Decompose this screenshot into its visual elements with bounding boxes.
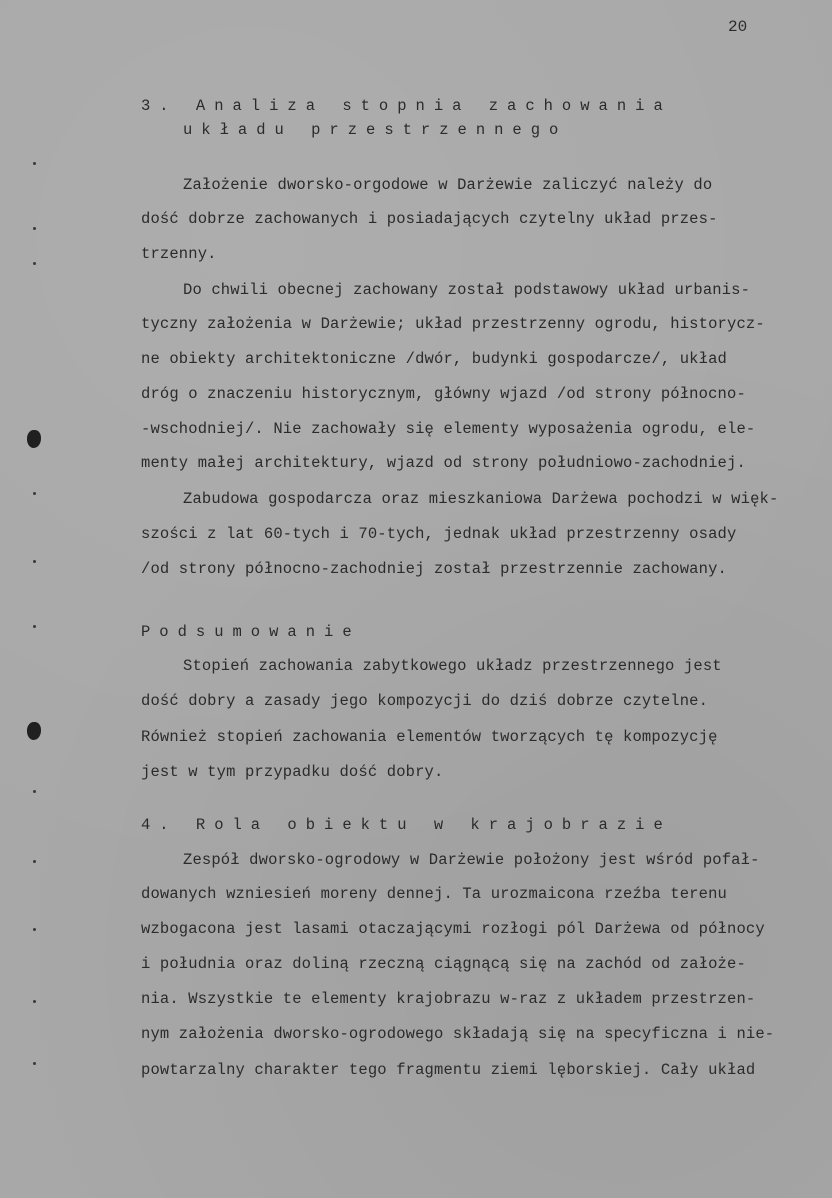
- text-line: dość dobry a zasady jego kompozycji do dziś dobrze czytelne.: [141, 692, 709, 710]
- margin-speck: [33, 560, 36, 563]
- section-heading-line: 3. Analiza stopnia zachowania: [141, 97, 672, 115]
- section-heading-line: 4. Rola obiektu w krajobrazie: [141, 816, 672, 834]
- text-line: trzenny.: [141, 245, 217, 263]
- text-line: dowanych wzniesień moreny dennej. Ta urozmaicona rzeźba terenu: [141, 885, 727, 903]
- text-line: Stopień zachowania zabytkowego układz przestrzennego jest: [183, 657, 722, 675]
- margin-speck: [33, 162, 36, 165]
- text-line: Zabudowa gospodarcza oraz mieszkaniowa Darżewa pochodzi w więk-: [183, 490, 779, 508]
- margin-speck: [33, 625, 36, 628]
- page-number: 20: [728, 18, 748, 36]
- text-line: i południa oraz doliną rzeczną ciągnącą się na zachód od założe-: [141, 955, 746, 973]
- margin-speck: [33, 492, 36, 495]
- text-line: /od strony północno-zachodniej został przestrzennie zachowany.: [141, 560, 727, 578]
- margin-speck: [33, 790, 36, 793]
- text-line: szości z lat 60-tych i 70-tych, jednak układ przestrzenny osady: [141, 525, 737, 543]
- text-line: nia. Wszystkie te elementy krajobrazu w-raz z układem przestrzen-: [141, 990, 756, 1008]
- text-line: wzbogacona jest lasami otaczającymi rozłogi pól Darżewa od północy: [141, 920, 765, 938]
- margin-speck: [33, 1062, 36, 1065]
- text-line: dość dobrze zachowanych i posiadających czytelny układ przes-: [141, 210, 718, 228]
- text-line: Założenie dworsko-orgodowe w Darżewie zaliczyć należy do: [183, 176, 713, 194]
- text-line: Zespół dworsko-ogrodowy w Darżewie położony jest wśród pofał-: [183, 851, 760, 869]
- text-line: tyczny założenia w Darżewie; układ przestrzenny ogrodu, historycz-: [141, 315, 765, 333]
- punch-hole-mark: [27, 430, 41, 448]
- section-heading-line: układu przestrzennego: [183, 121, 568, 139]
- text-line: menty małej architektury, wjazd od strony południowo-zachodniej.: [141, 454, 746, 472]
- text-line: jest w tym przypadku dość dobry.: [141, 763, 444, 781]
- section-heading-line: Podsumowanie: [141, 623, 361, 641]
- text-line: ne obiekty architektoniczne /dwór, budynki gospodarcze/, układ: [141, 350, 727, 368]
- text-line: powtarzalny charakter tego fragmentu ziemi lęborskiej. Cały układ: [141, 1061, 756, 1079]
- margin-speck: [33, 1000, 36, 1003]
- margin-speck: [33, 928, 36, 931]
- margin-speck: [33, 262, 36, 265]
- text-line: Do chwili obecnej zachowany został podstawowy układ urbanis-: [183, 281, 751, 299]
- margin-speck: [33, 860, 36, 863]
- punch-hole-mark: [27, 722, 41, 740]
- text-line: -wschodniej/. Nie zachowały się elementy wyposażenia ogrodu, ele-: [141, 420, 756, 438]
- text-line: dróg o znaczeniu historycznym, główny wjazd /od strony północno-: [141, 385, 746, 403]
- margin-speck: [33, 227, 36, 230]
- text-line: nym założenia dworsko-ogrodowego składają się na specyficzna i nie-: [141, 1025, 775, 1043]
- text-line: Również stopień zachowania elementów tworzących tę kompozycję: [141, 728, 718, 746]
